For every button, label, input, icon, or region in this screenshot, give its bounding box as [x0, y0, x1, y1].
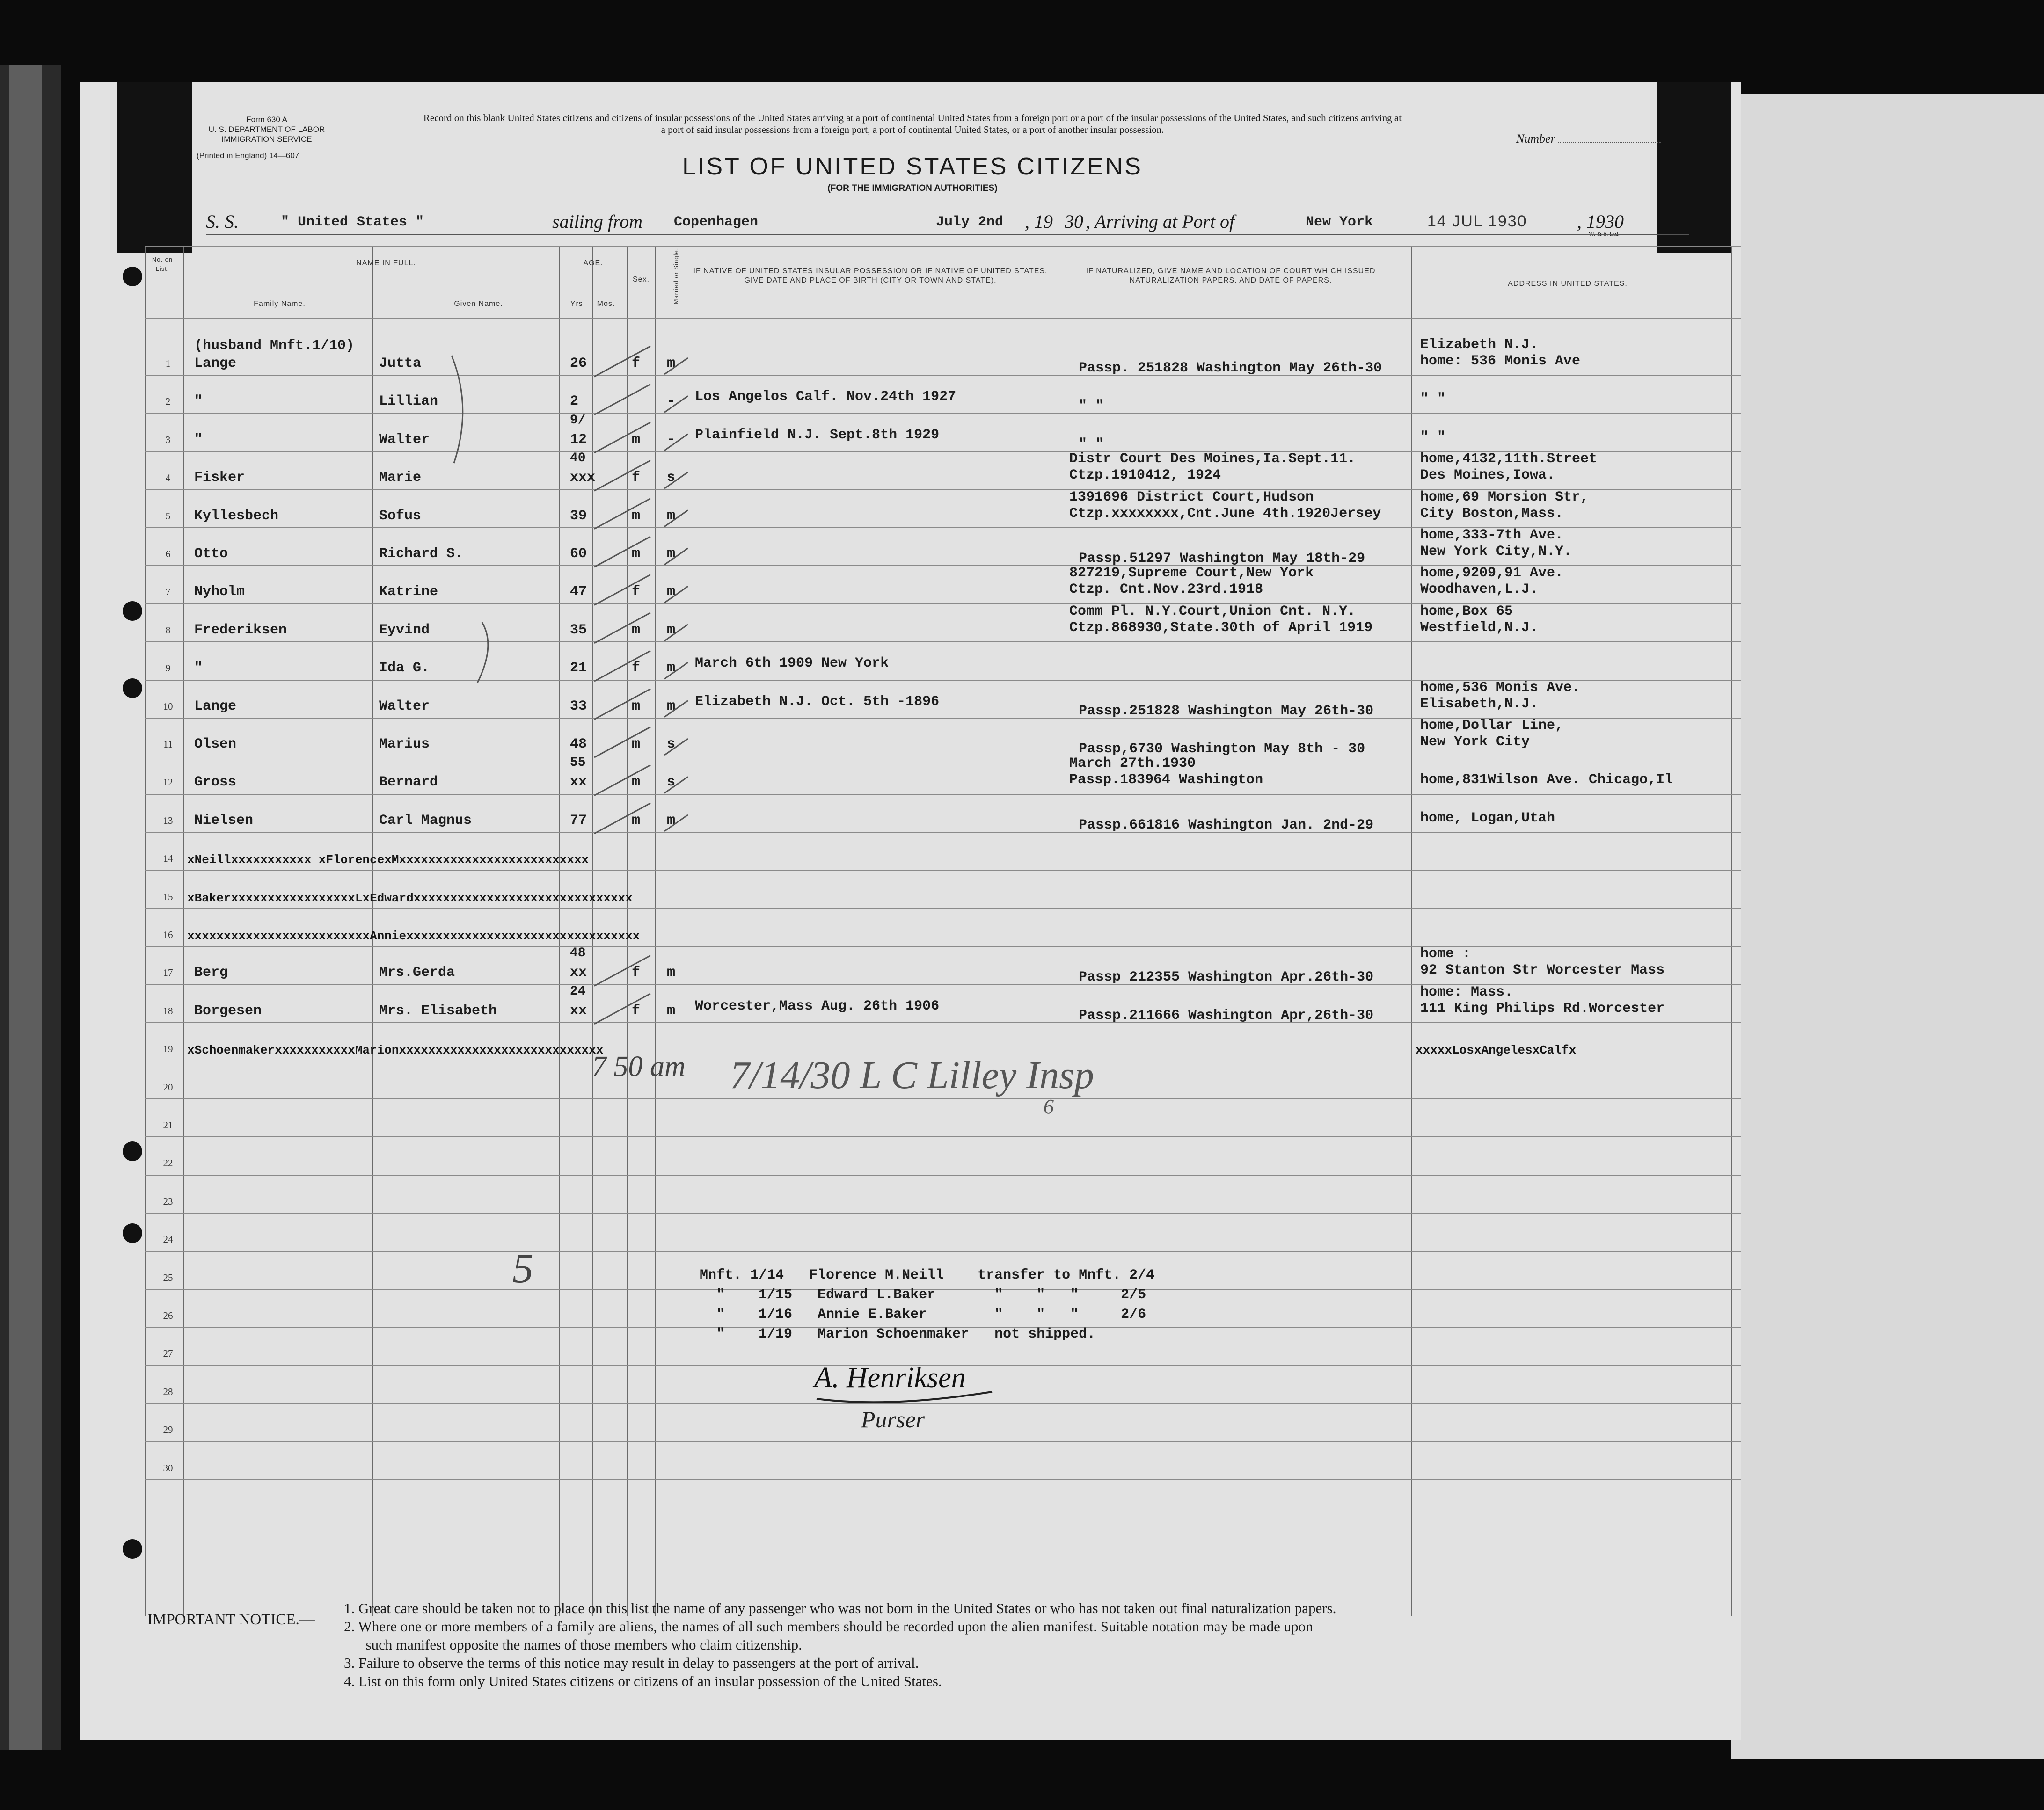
- page-subtitle: (FOR THE IMMIGRATION AUTHORITIES): [827, 183, 998, 193]
- binding-hole: [123, 1223, 142, 1243]
- birth-place-date: March 6th 1909 New York: [695, 655, 889, 672]
- notice-heading: IMPORTANT NOTICE.—: [147, 1611, 315, 1628]
- printed-note: (Printed in England) 14—607: [197, 151, 299, 160]
- address-line: New York City: [1420, 734, 1530, 750]
- age-years: 33: [570, 698, 587, 714]
- sex: f: [632, 965, 641, 981]
- marital-status: m: [667, 508, 676, 524]
- husband-note: (husband Mnft.1/10): [194, 338, 355, 354]
- age-years: 77: [570, 812, 587, 829]
- address-line: home,831Wilson Ave. Chicago,Il: [1420, 772, 1673, 788]
- marital-status: m: [667, 660, 676, 676]
- grid-row-line: [145, 1098, 1741, 1099]
- family-name: Olsen: [194, 736, 237, 752]
- family-name: Gross: [194, 774, 237, 791]
- family-name: ": [194, 393, 203, 410]
- address-line: Woodhaven,L.J.: [1420, 582, 1539, 598]
- given-name: Katrine: [379, 584, 438, 600]
- naturalization-line: Passp 212355 Washington Apr.26th-30: [1079, 969, 1374, 986]
- given-name: Mrs. Elisabeth: [379, 1003, 497, 1019]
- index-tab-left: [117, 82, 192, 253]
- sex: f: [632, 470, 641, 486]
- sex: f: [632, 1003, 641, 1019]
- grid-row-line: [145, 870, 1741, 871]
- marital-status: m: [667, 356, 676, 371]
- row-number: 2: [165, 396, 171, 407]
- sex: m: [632, 812, 641, 829]
- address-line: New York City,N.Y.: [1420, 544, 1572, 560]
- row-number: 30: [163, 1462, 173, 1474]
- struck-address: xxxxxLosxAngelesxCalfx: [1416, 1043, 1577, 1058]
- family-name: Lange: [194, 698, 237, 714]
- grid-row-line: [145, 1479, 1741, 1480]
- col-header-native: IF NATIVE OF UNITED STATES INSULAR POSSESSION OR IF NATIVE OF UNITED STATES, GIVE DATE AND PLACE OF BIRTH (CITY OR TOWN AND STATE).: [693, 267, 1048, 284]
- binding-hole: [123, 678, 142, 698]
- col-header-married: Married or Single.: [672, 247, 679, 305]
- notice-item: 4. List on this form only United States citizens or citizens of an insular possession of the United States.: [344, 1673, 942, 1689]
- record-instructions: Record on this blank United States citizens and citizens of insular possessions of the United States arriving at a port of continental United States from a foreign port or a port of the insular possessions of the United States, and such citizens arriving at a port of said insular possessions from a foreign port, a port of continental United States, or a port of another insular possession.: [423, 112, 1402, 135]
- row-number: 12: [163, 777, 173, 788]
- sex: m: [632, 431, 641, 448]
- naturalization-line: Ctzp.868930,State.30th of April 1919: [1069, 619, 1373, 636]
- address-line: 111 King Philips Rd.Worcester: [1420, 1000, 1665, 1017]
- binding-hole: [123, 1141, 142, 1161]
- marital-status: s: [667, 736, 676, 752]
- col-header-mos: Mos.: [597, 300, 615, 308]
- grid-row-line: [145, 413, 1741, 414]
- row-number: 9: [165, 662, 171, 674]
- age-years: 39: [570, 508, 587, 524]
- arrival-stamp: 14 JUL 1930: [1427, 212, 1527, 230]
- age-years: 21: [570, 660, 587, 676]
- age-years: xx: [570, 1003, 587, 1019]
- address-line: home,69 Morsion Str,: [1420, 489, 1589, 505]
- address-line: home :: [1420, 946, 1471, 962]
- address-line: 92 Stanton Str Worcester Mass: [1420, 962, 1665, 979]
- family-name: Frederiksen: [194, 622, 287, 638]
- grid-row-line: [145, 1251, 1741, 1252]
- row-number: 17: [163, 967, 173, 979]
- birth-place-date: Plainfield N.J. Sept.8th 1929: [695, 427, 940, 443]
- row-number: 19: [163, 1043, 173, 1055]
- col-header-age: AGE.: [583, 259, 603, 267]
- col-header-naturalized: IF NATURALIZED, GIVE NAME AND LOCATION OF COURT WHICH ISSUED NATURALIZATION PAPERS, AND DATE OF PAPERS.: [1086, 267, 1376, 284]
- given-name: Mrs.Gerda: [379, 965, 455, 981]
- row-number: 22: [163, 1157, 173, 1169]
- grid-row-line: [145, 246, 1741, 247]
- col-header-family: Family Name.: [254, 300, 306, 308]
- voyage-line: [206, 211, 1689, 234]
- given-name: Sofus: [379, 508, 422, 524]
- marital-status: m: [667, 698, 676, 714]
- grid-row-line: [145, 318, 1741, 319]
- age-years: xxx: [570, 470, 596, 486]
- row-number: 4: [165, 472, 171, 484]
- inspector-annotation: 7/14/30 L C Lilley Insp: [730, 1054, 1094, 1097]
- ship-name: " United States ": [281, 214, 424, 230]
- adjacent-page-edge-left: [0, 65, 61, 1750]
- given-name: Carl Magnus: [379, 812, 472, 829]
- address-line: home,Box 65: [1420, 603, 1513, 619]
- naturalization-line: Passp.251828 Washington May 26th-30: [1079, 703, 1374, 719]
- purser-title: Purser: [861, 1406, 925, 1432]
- col-header-given: Given Name.: [454, 300, 503, 308]
- sex: m: [632, 622, 641, 638]
- address-line: home, Logan,Utah: [1420, 810, 1555, 826]
- given-name: Eyvind: [379, 622, 430, 638]
- sex: m: [632, 508, 641, 524]
- row-number: 6: [165, 548, 171, 560]
- address-line: Des Moines,Iowa.: [1420, 467, 1555, 484]
- sailing-date: July 2nd: [936, 214, 1004, 230]
- family-name: Kyllesbech: [194, 508, 279, 524]
- notice-body: [344, 1599, 1748, 1690]
- row-number: 7: [165, 586, 171, 598]
- marital-status: m: [667, 965, 676, 981]
- grid-row-line: [145, 1022, 1741, 1023]
- binding-hole: [123, 1539, 142, 1559]
- grid-row-line: [145, 1403, 1741, 1404]
- age-correction: 24: [570, 984, 586, 999]
- marital-status: s: [667, 774, 676, 791]
- grid-row-line: [145, 1213, 1741, 1214]
- time-annotation: 7 50 am: [592, 1051, 686, 1083]
- binding-hole: [123, 267, 142, 286]
- voyage-underline: [206, 234, 1689, 235]
- given-name: Lillian: [379, 393, 438, 410]
- department: U. S. DEPARTMENT OF LABOR: [208, 125, 325, 134]
- row-number: 16: [163, 929, 173, 940]
- row-number: 24: [163, 1234, 173, 1245]
- family-name: Nielsen: [194, 812, 254, 829]
- sex: m: [632, 736, 641, 752]
- age-correction: 48: [570, 946, 586, 961]
- grid-row-line: [145, 641, 1741, 642]
- sex: m: [632, 546, 641, 562]
- row-number: 5: [165, 510, 171, 522]
- page-title: LIST OF UNITED STATES CITIZENS: [682, 153, 1143, 180]
- tick-mark: 5: [512, 1245, 533, 1292]
- address-line: Westfield,N.J.: [1420, 619, 1539, 636]
- given-name: Walter: [379, 698, 430, 714]
- year-label: , 19: [1025, 211, 1053, 232]
- row-number: 15: [163, 891, 173, 902]
- family-name: Otto: [194, 546, 228, 562]
- address-line: home,333-7th Ave.: [1420, 527, 1564, 543]
- address-line: " ": [1420, 429, 1446, 445]
- row-number: 21: [163, 1119, 173, 1131]
- address-line: " ": [1420, 391, 1446, 407]
- struck-entry: xBakerxxxxxxxxxxxxxxxxxLxEdwardxxxxxxxxxxxxxxxxxxxxxxxxxxxxxx: [187, 891, 633, 905]
- family-name: ": [194, 431, 203, 448]
- given-name: Bernard: [379, 774, 438, 791]
- naturalization-line: Passp.661816 Washington Jan. 2nd-29: [1079, 817, 1374, 833]
- marital-status: m: [667, 622, 676, 638]
- arriving-label: , Arriving at Port of: [1086, 211, 1235, 232]
- age-years: xx: [570, 774, 587, 791]
- age-years: xx: [570, 965, 587, 981]
- notice-item: 2. Where one or more members of a family are aliens, the names of all such members should be recorded upon the alien manifest. Suitable notation may be made upon: [344, 1618, 1313, 1635]
- notice-item: 1. Great care should be taken not to place on this list the name of any passenger who was not born in the United States or who has not taken out final naturalization papers.: [344, 1600, 1336, 1616]
- age-years: 12: [570, 431, 587, 448]
- manifest-transfer-notes: Mnft. 1/14 Florence M.Neill transfer to Mnft. 2/4 " 1/15 Edward L.Baker " " " 2/5 " 1/16 Annie E.Baker " " " 2/6 " 1/19 Marion Schoenmaker not shipped.: [700, 1267, 1155, 1342]
- family-name: Nyholm: [194, 584, 245, 600]
- age-years: 26: [570, 356, 587, 371]
- row-number: 13: [163, 814, 173, 826]
- grid-row-line: [145, 375, 1741, 376]
- family-name: Fisker: [194, 470, 245, 486]
- row-number: 1: [165, 358, 171, 369]
- naturalization-line: Passp.183964 Washington: [1069, 772, 1263, 788]
- naturalization-line: Passp.211666 Washington Apr,26th-30: [1079, 1007, 1374, 1024]
- marital-status: m: [667, 1003, 676, 1019]
- row-number: 18: [163, 1005, 173, 1017]
- naturalization-line: 1391696 District Court,Hudson: [1069, 489, 1314, 505]
- address-line: home: 536 Monis Ave: [1420, 353, 1581, 369]
- sex: m: [632, 698, 641, 714]
- sex: f: [632, 660, 641, 676]
- given-name: Marie: [379, 470, 422, 486]
- row-number: 10: [163, 700, 173, 712]
- address-line: home,9209,91 Ave.: [1420, 565, 1564, 582]
- row-number: 23: [163, 1195, 173, 1207]
- sailing-from-label: sailing from: [552, 211, 642, 232]
- given-name: Walter: [379, 431, 430, 448]
- col-header-address: ADDRESS IN UNITED STATES.: [1508, 280, 1628, 288]
- grid-row-line: [145, 794, 1741, 795]
- age-correction: 55: [570, 756, 586, 771]
- naturalization-line: Ctzp.xxxxxxxx,Cnt.June 4th.1920Jersey: [1069, 505, 1381, 522]
- purser-signature: A. Henriksen: [814, 1362, 966, 1394]
- given-name: Ida G.: [379, 660, 430, 676]
- birth-place-date: Elizabeth N.J. Oct. 5th -1896: [695, 693, 940, 710]
- age-years: 48: [570, 736, 587, 752]
- address-line: home,536 Monis Ave.: [1420, 679, 1581, 696]
- notice-item: such manifest opposite the names of those members who claim citizenship.: [344, 1636, 802, 1653]
- col-header-no: No. on List.: [152, 256, 173, 272]
- grid-row-line: [145, 1441, 1741, 1442]
- row-number: 27: [163, 1348, 173, 1359]
- row-number: 14: [163, 853, 173, 865]
- given-name: Richard S.: [379, 546, 464, 562]
- marital-status: s: [667, 470, 676, 486]
- marital-status: -: [667, 393, 676, 410]
- family-name: Borgesen: [194, 1003, 262, 1019]
- address-line: Elizabeth N.J.: [1420, 337, 1539, 353]
- age-years: 35: [570, 622, 587, 638]
- address-line: home: Mass.: [1420, 984, 1513, 1000]
- sex: f: [632, 584, 641, 600]
- row-number: 20: [163, 1081, 173, 1093]
- binding-hole: [123, 601, 142, 621]
- row-number: 3: [165, 434, 171, 445]
- naturalization-line: 827219,Supreme Court,New York: [1069, 565, 1314, 582]
- age-years: 60: [570, 546, 587, 562]
- family-name: Berg: [194, 965, 228, 981]
- address-line: Elisabeth,N.J.: [1420, 696, 1539, 712]
- given-name: Marius: [379, 736, 430, 752]
- row-number: 11: [163, 739, 173, 750]
- naturalization-line: Distr Court Des Moines,Ia.Sept.11.: [1069, 451, 1356, 467]
- year-value: 30: [1065, 211, 1083, 232]
- marital-status: m: [667, 584, 676, 600]
- naturalization-line: Ctzp.1910412, 1924: [1069, 467, 1221, 484]
- sex: f: [632, 356, 641, 371]
- struck-entry: xSchoenmakerxxxxxxxxxxxMarionxxxxxxxxxxxxxxxxxxxxxxxxxxxx: [187, 1043, 604, 1058]
- naturalization-line: " ": [1079, 398, 1104, 414]
- port-from: Copenhagen: [674, 214, 759, 230]
- naturalization-line: " ": [1079, 436, 1104, 452]
- struck-entry: xNeillxxxxxxxxxxx xFlorencexMxxxxxxxxxxxxxxxxxxxxxxxxxx: [187, 853, 589, 867]
- row-number: 8: [165, 624, 171, 636]
- marital-status: -: [667, 431, 676, 448]
- given-name: Jutta: [379, 356, 422, 371]
- naturalization-line: Passp,6730 Washington May 8th - 30: [1079, 741, 1365, 757]
- number-label: Number: [1516, 132, 1661, 146]
- stamp-year: , 1930: [1577, 211, 1624, 232]
- birth-place-date: Worcester,Mass Aug. 26th 1906: [695, 998, 940, 1014]
- notice-item: 3. Failure to observe the terms of this notice may result in delay to passengers at the port of arrival.: [344, 1655, 919, 1671]
- family-name: ": [194, 660, 203, 676]
- grid-row-line: [145, 908, 1741, 909]
- age-years: 2: [570, 393, 579, 410]
- grid-row-line: [145, 1175, 1741, 1176]
- row-number: 26: [163, 1310, 173, 1321]
- inspector-subnote: 6: [1044, 1095, 1054, 1118]
- ss-label: S. S.: [206, 211, 239, 232]
- marital-status: m: [667, 812, 676, 829]
- row-number: 28: [163, 1386, 173, 1397]
- col-header-sex: Sex.: [632, 276, 650, 283]
- marital-status: m: [667, 546, 676, 562]
- naturalization-line: Comm Pl. N.Y.Court,Union Cnt. N.Y.: [1069, 603, 1356, 619]
- grid-row-line: [145, 946, 1741, 947]
- grid-row-line: [145, 832, 1741, 833]
- struck-entry: xxxxxxxxxxxxxxxxxxxxxxxxxAnniexxxxxxxxxxxxxxxxxxxxxxxxxxxxxxxx: [187, 929, 640, 943]
- service: IMMIGRATION SERVICE: [221, 135, 312, 144]
- family-name: Lange: [194, 356, 237, 371]
- naturalization-line: Passp. 251828 Washington May 26th-30: [1079, 360, 1382, 376]
- address-line: home,4132,11th.Street: [1420, 451, 1598, 467]
- row-number: 29: [163, 1424, 173, 1436]
- port-to: New York: [1306, 214, 1373, 230]
- col-header-yrs: Yrs.: [570, 300, 586, 308]
- age-correction: 40: [570, 451, 586, 466]
- form-identifier: [197, 115, 337, 160]
- age-years: 47: [570, 584, 587, 600]
- sex: m: [632, 774, 641, 791]
- address-line: home,Dollar Line,: [1420, 718, 1564, 734]
- naturalization-line: Passp.51297 Washington May 18th-29: [1079, 551, 1365, 567]
- age-correction: 9/: [570, 413, 586, 428]
- address-line: City Boston,Mass.: [1420, 505, 1564, 522]
- adjacent-page-right: [1731, 94, 2044, 1759]
- col-header-name: NAME IN FULL.: [356, 259, 416, 267]
- naturalization-line: March 27th.1930: [1069, 756, 1196, 772]
- row-number: 25: [163, 1272, 173, 1283]
- naturalization-line: Ctzp. Cnt.Nov.23rd.1918: [1069, 582, 1263, 598]
- form-number: Form 630 A: [246, 115, 287, 124]
- birth-place-date: Los Angelos Calf. Nov.24th 1927: [695, 389, 956, 405]
- grid-row-line: [145, 1136, 1741, 1137]
